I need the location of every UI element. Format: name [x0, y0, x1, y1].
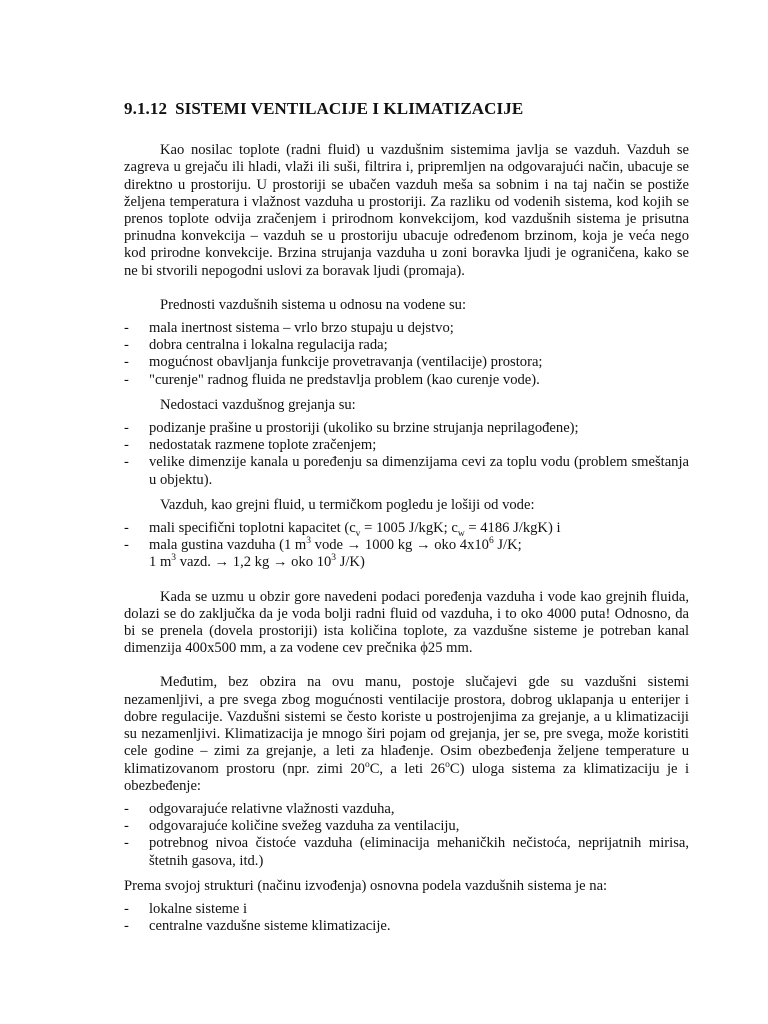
- advantages-intro: Prednosti vazdušnih sistema u odnosu na vodene su:: [160, 296, 467, 313]
- comparison-list: [124, 520, 689, 572]
- list-item: - mogućnost obavljanja funkcije provetravanja (ventilacije) prostora;: [124, 354, 543, 371]
- list-item: - mala inertnost sistema – vrlo brzo stupaju u dejstvo;: [124, 320, 454, 337]
- disadvantages-intro: Nedostaci vazdušnog grejanja su:: [160, 396, 356, 413]
- comparison-intro: Vazduh, kao grejni fluid, u termičkom pogledu je lošiji od vode:: [160, 496, 535, 513]
- list-item: - potrebnog nivoa čistoće vazduha (eliminacija mehaničkih nečistoća, neprijatnih mirisa, štetnih gasova, itd.): [124, 835, 689, 869]
- list-item-heat-capacity: - mali specifični toplotni kapacitet ($c_v = 1005$ J/kgK; $c_w = 4186$ J/kgK) i: [124, 520, 561, 539]
- paragraph-air-conditioning: Međutim, bez obzira na ovu manu, postoje slučajevi gde su vazdušni sistemi nezamenljivi, a pre svega zbog mogućnosti ventilacije prostora, dobrog uklapanja u enterijer i dobre regulacije. Vazdušni sistemi se često koriste u postrojenjima za grejanje, a u klimatizaciji su nezamenljivi. Klimatizacija je mnogo širi pojam od grejanja, jer se, pre svega, može koristiti cele godine – zimi za grejanje, a leti za hlađenje. Osim obezbeđenja željene temperature u klimatizovanom prostoru (npr. zimi 20$^o$C, a leti 26$^o$C) uloga sistema za klimatizaciju je i obezbeđenje:: [124, 674, 690, 794]
- list-item: - lokalne sisteme i: [124, 900, 248, 917]
- document-body: [124, 100, 689, 935]
- list-item: - odgovarajuće količine svežeg vazduha za ventilaciju,: [124, 818, 460, 835]
- paragraph-intro: Kao nosilac toplote (radni fluid) u vazdušnim sistemima javlja se vazduh. Vazduh se zagreva u grejaču ili hladi, vlaži ili suši, filtrira i, pripremljen na odgovarajući način, ubacuje se direktno u prostoriju. U prostoriji se ubačen vazduh meša sa sobnim i na taj način se postiže željena temperatura i vlažnost vazduha u prostoriji. Za razliku od vodenih sistema, kod kojih se prenos toplote odvija zračenjem i prirodnom konvekcijom, kod vazdušnih sistema je prisutna prinudna konvekcija – vazduh se u prostoriju ubacuje određenom brzinom, koja je veća nego kod prirodne konvekcije. Brzina strujanja vazduha u zoni boravka ljudi je ograničena, kako se ne bi stvorili nepogodni uslovi za boravak ljudi (promaja).: [124, 142, 689, 279]
- advantages-list: [124, 320, 689, 389]
- list-item: - centralne vazdušne sisteme klimatizacije.: [124, 918, 391, 935]
- division-list: [124, 901, 689, 935]
- list-item: - podizanje prašine u prostoriji (ukoliko su brzine strujanja neprilagođene);: [124, 420, 579, 437]
- section-number: 9.1.12: [124, 99, 168, 118]
- density-air-line: 1 $m^3$ vazd. → 1,2 kg → oko $10^3$ J/K): [149, 553, 365, 571]
- list-item: - velike dimenzije kanala u poređenju sa dimenzijama cevi za toplu vodu (problem smeštanja u objektu).: [124, 454, 689, 488]
- paragraph-comparison-conclusion: Kada se uzmu u obzir gore navedeni podaci poređenja vazduha i vode kao grejnih fluida, dolazi se do zaključka da je voda bolji radni fluid od vazduha, i to oko 4000 puta! Odnosno, da bi se prenela (dovela prostoriji) ista količina toplote, za vazdušne sisteme je potreban kanal dimenzija 400x500 mm, a za vodene cev prečnika ϕ25 mm.: [124, 588, 689, 657]
- disadvantages-list: [124, 420, 689, 489]
- section-heading: [124, 100, 689, 117]
- division-intro: Prema svojoj strukturi (načinu izvođenja) osnovna podela vazdušnih sistema je na:: [124, 877, 608, 894]
- section-title: SISTEMI VENTILACIJE I KLIMATIZACIJE: [175, 99, 524, 118]
- list-item: - odgovarajuće relativne vlažnosti vazduha,: [124, 800, 395, 817]
- list-item: - dobra centralna i lokalna regulacija rada;: [124, 337, 388, 354]
- list-item: - nedostatak razmene toplote zračenjem;: [124, 437, 377, 454]
- list-item: - "curenje" radnog fluida ne predstavlja problem (kao curenje vode).: [124, 371, 540, 388]
- ensure-list: [124, 801, 689, 870]
- list-item-density: - mala gustina vazduha (1 $m^3$ vode → 1000 kg → oko $4x10^6$ J/K;: [124, 536, 522, 554]
